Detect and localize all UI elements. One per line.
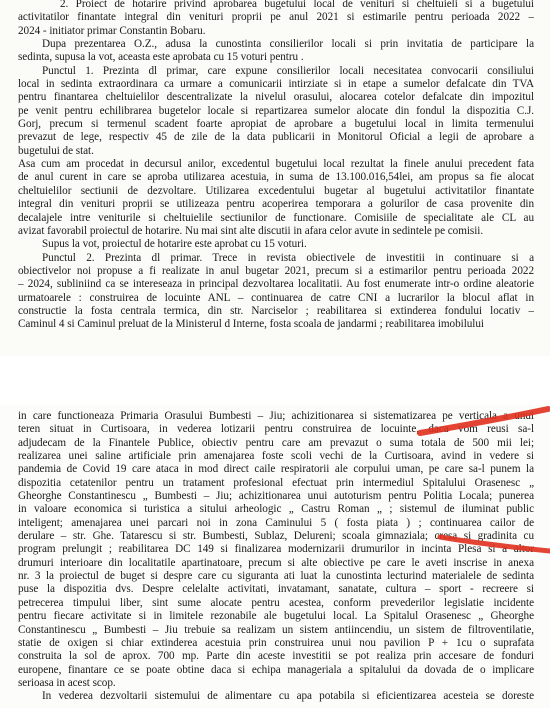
text-line: bugetului de stat. <box>18 144 94 157</box>
text-line: 2. Proiect de hotarire privind aprobarea bugetului local de venituri si cheltuieli si a bugetului <box>60 0 534 10</box>
text-line: pentru finantarea cheltuielilor descentralizate la nivelul orasului, alocarea cotelor defalcate din impozitul <box>18 91 534 104</box>
text-line: In vederea dezvoltarii sistemului de alimentare cu apa potabila si eficientizarea acesteia se doreste <box>42 690 534 703</box>
text-line: 2024 - initiator primar Constantin Bobaru. <box>18 24 206 37</box>
text-line: Dupa prezentarea O.Z., adusa la cunostinta consilierilor locali si prin invitatia de participare la <box>42 38 534 51</box>
text-line: activitatilor finantate integral din venituri proprii pe anul 2021 si estimarile pentru perioada 2022 – <box>18 11 534 24</box>
text-line: dispozitia cetatenilor pentru un tratament profesional efectuat prin intermediul Spitalului Orasenesc „ <box>18 476 534 489</box>
page-bottom-text <box>18 410 534 704</box>
text-line: pe venit pentru echilibrarea bugetelor locale si repartizarea sumelor alocate din fondul la dispozitia C.J. <box>18 104 534 117</box>
text-line: derulare – str. Ghe. Tatarescu si str. Bumbesti, Sublaz, Delureni; scoala gimnaziala; cresa si gradinita cu <box>18 530 534 543</box>
text-line: Gorj, precum si termenul scadent foarte apropiat de aprobare a bugetului local in limita termenului <box>18 118 534 131</box>
text-line: decalajele intre veniturile si cheltuielile sectiunilor de functionare. Comisiile de specialitate ale CL au <box>18 211 534 224</box>
text-line: urmatoarele : construirea de locuinte ANL – continuarea de catre CNI a lucrarilor la blocul aflat in <box>18 291 534 304</box>
text-line: in care functioneaza Primaria Orasului Bumbesti – Jiu; achizitionarea si sistematizarea pe verticala a unui <box>18 410 534 422</box>
text-line: Constantinescu „ Bumbesti – Jiu trebuie sa realizam un sistem antiincendiu, un sistem de filtroventilatie, <box>18 623 534 636</box>
page-gap <box>0 356 550 405</box>
text-line: local in sedinta extraordinara ca urmare a comunicarii intirziate si in etape a sumelor defalcate din TVA <box>18 78 534 91</box>
text-line: petrecerea timpului liber, sint sume alocate pentru acestea, conform prevederilor legislatie incidente <box>18 596 534 609</box>
text-line: construita la sol de aprox. 700 mp. Parte din aceste investitii se pot realiza prin accesare de fonduri <box>18 650 534 663</box>
text-line: cheltuielilor sectiunii de dezvoltare. Utilizarea excedentului bugetar al bugetului activitatilor finantate <box>18 184 534 197</box>
text-line: integral din venituri proprii se utilizeaza pentru acoperirea temporara a golurilor de casa provenite din <box>18 198 534 211</box>
text-line: inteligent; amenajarea unei parcari noi in zona Caminului 5 ( fosta piata ) ; continuarea cailor de <box>18 516 534 529</box>
document-page-bottom <box>0 405 550 708</box>
page-top-text <box>18 0 534 332</box>
text-line: obiectivelor noi propuse a fi realizate in anul bugetar 2021, precum si a estimarilor pentru perioada 2022 <box>18 264 534 277</box>
text-line: prevazut de lege, respectiv 45 de zile de la data publicarii in Monitorul Oficial a legii de aprobare a <box>18 131 534 144</box>
text-line: serioasa in acest scop. <box>18 676 116 689</box>
text-line: drumuri interioare din localitatile apartinatoare, precum si alte obiective pe care le aveti inscrise in anexa <box>18 556 534 569</box>
text-line: Asa cum am procedat in decursul anilor, excedentul bugetului local rezultat la finele anului precedent fata <box>18 158 534 171</box>
text-line: program prelungit ; reabilitarea DC 149 si finalizarea modernizarii drumurilor in incinta Plesa si a altor <box>18 543 534 556</box>
text-line: – 2024, subliniind ca se intereseaza in principal dezvoltarea localitatii. Au fost enumerate intr-o ordine aleatorie <box>18 278 534 291</box>
text-line: Punctul 1. Prezinta dl primar, care expune consilierilor locali necesitatea convocarii consiliului <box>42 64 534 77</box>
text-line: nr. 3 la proiectul de buget si despre care cu siguranta ati luat la cunostinta lecturind materialele de sedinta <box>18 570 534 583</box>
text-line: pentru fiecare activitate si in limitele rezonabile ale bugetului local. La Spitalul Orasenesc „ Gheorghe <box>18 610 534 623</box>
text-line: sedinta, supusa la vot, aceasta este aprobata cu 15 voturi pentru . <box>18 51 304 64</box>
text-line: in valoare economica si turistica a sitului arheologic „ Castru Roman „ ; sistemul de iluminat public <box>18 503 534 516</box>
text-line: teren situat in Curtisoara, in vederea lotizarii pentru construirea de locuinte, daca vom reusi sa-l <box>18 423 534 436</box>
text-line: realizarea unei saline artificiale prin amenajarea foste scoli vechi de la Curtisoara, avind in vedere si <box>18 450 534 463</box>
text-line: statie de oxigen si chiar extinderea acestuia prin construirea unui nou pavilion P + 1cu o suprafata <box>18 636 534 649</box>
text-line: Supus la vot, proiectul de hotarire este aprobat cu 15 voturi. <box>42 238 307 251</box>
text-line: puse la dispozitia dvs. Despre celelalte activitati, invatamant, sanatate, cultura – sport - recreere si <box>18 583 534 596</box>
text-line: europene, finantare ce se poate obtine daca si echipa manageriala a spitalului da dovada de o implicare <box>18 663 534 676</box>
text-line: de anul curent in care se aproba utilizarea acestuia, in suma de 13.100.016,54lei, am propus sa fie alocat <box>18 171 534 184</box>
text-line: Gheorghe Constantinescu „ Bumbesti – Jiu; achizitionarea unui autoturism pentru Politia Locala; punerea <box>18 490 534 503</box>
text-line: pandemia de Covid 19 care ataca in mod direct caile respiratorii ale corpului uman, pe care sa-l punem la <box>18 463 534 476</box>
text-line: Caminul 4 si Caminul preluat de la Ministerul d Interne, fosta scoala de jandarmi ; reabilitarea imobilului <box>18 318 484 331</box>
text-line: avizat favorabil proiectul de hotarire. Nu mai sint alte discutii in afara celor avute in sedintele pe comisii. <box>18 224 484 237</box>
text-line: Punctul 2. Prezinta dl primar. Trece in revista obiectivele de investitii in continuare si a <box>42 251 534 264</box>
text-line: constructie la fosta centrala termica, din str. Narciselor ; reabilitarea si extinderea fondului locativ – <box>18 304 534 317</box>
text-line: adjudecam de la Finantele Publice, obiectiv pentru care am prevazut o suma totala de 500 mii lei; <box>18 436 534 449</box>
